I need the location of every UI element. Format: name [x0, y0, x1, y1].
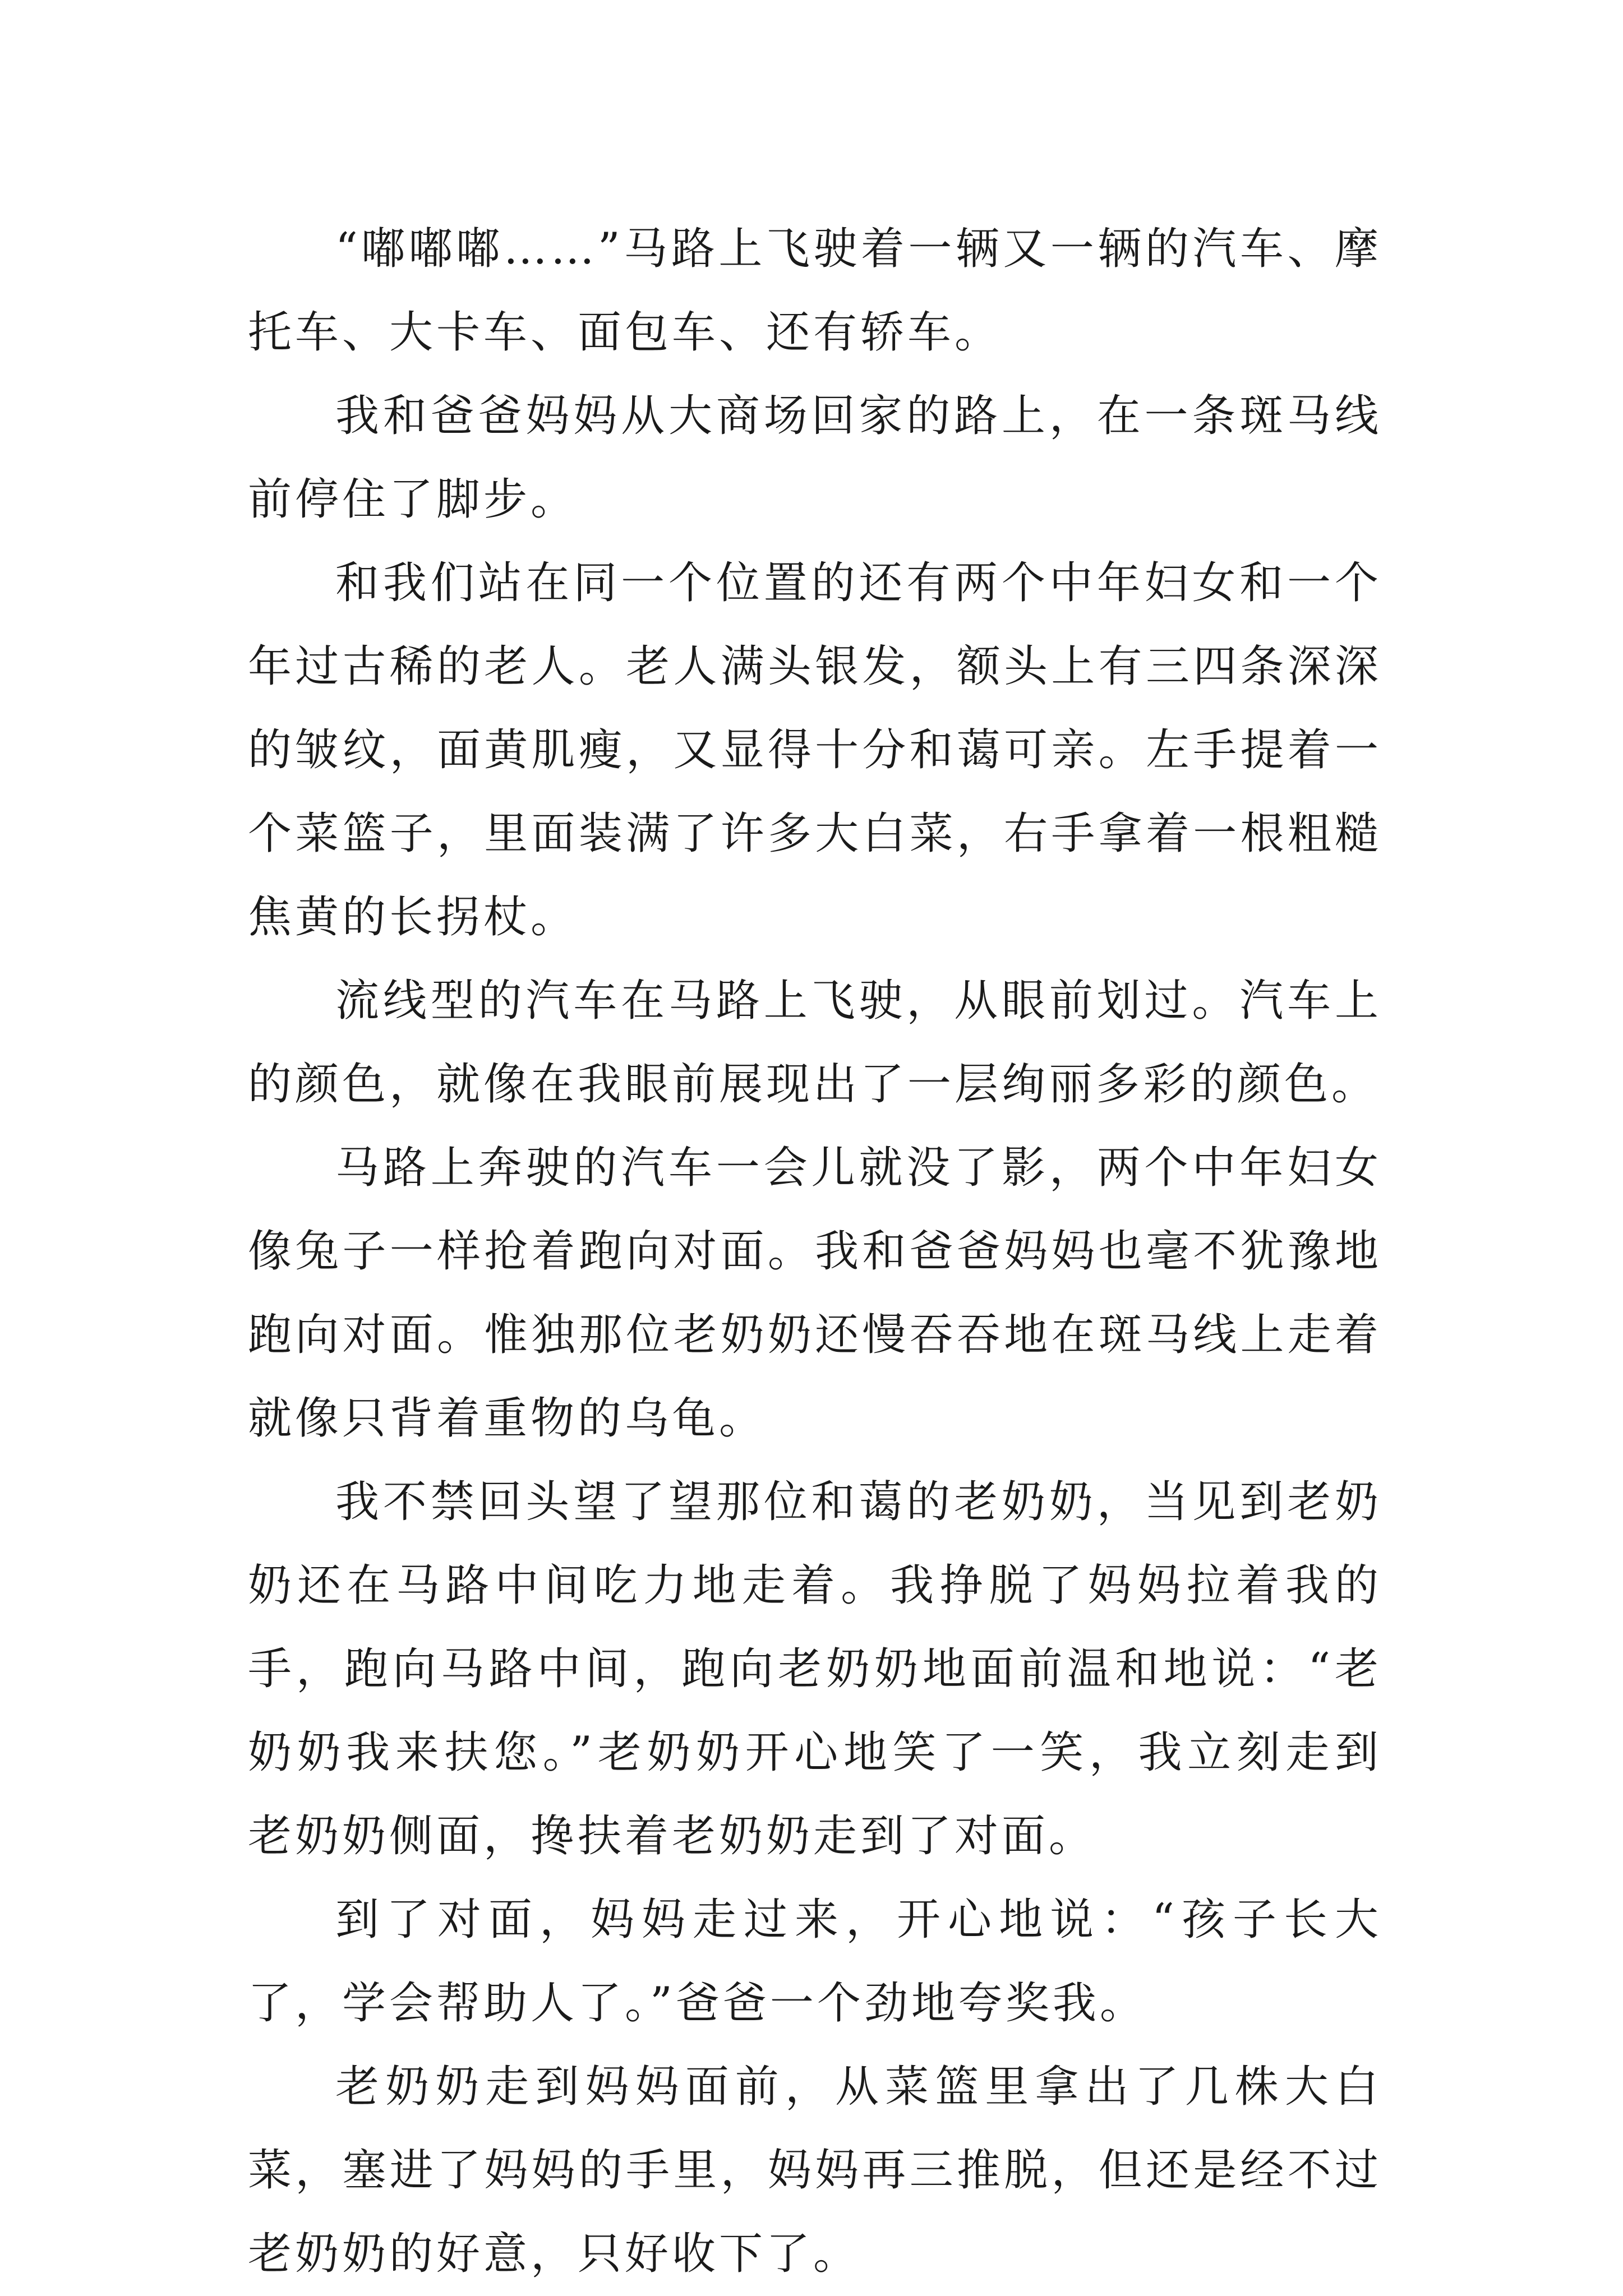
- essay-body: [248, 207, 1382, 2296]
- paragraph-8: 老奶奶走到妈妈面前，从菜篮里拿出了几株大白菜，塞进了妈妈的手里，妈妈再三推脱，但还是经不过老奶奶的好意，只好收下了。: [248, 2062, 1382, 2279]
- paragraph-3: 和我们站在同一个位置的还有两个中年妇女和一个年过古稀的老人。老人满头银发，额头上有三四条深深的皱纹，面黄肌瘦，又显得十分和蔼可亲。左手提着一个菜篮子，里面装满了许多大白菜，右手拿着一根粗糙焦黄的长拐杖。: [248, 558, 1382, 943]
- paragraph-2: 我和爸爸妈妈从大商场回家的路上，在一条斑马线前停住了脚步。: [248, 391, 1382, 525]
- paragraph-5: 马路上奔驶的汽车一会儿就没了影，两个中年妇女像兔子一样抢着跑向对面。我和爸爸妈妈也毫不犹豫地跑向对面。惟独那位老奶奶还慢吞吞地在斑马线上走着就像只背着重物的乌龟。: [248, 1143, 1382, 1444]
- paragraph-1: “嘟嘟嘟……”马路上飞驶着一辆又一辆的汽车、摩托车、大卡车、面包车、还有轿车。: [248, 224, 1382, 358]
- paragraph-6: 我不禁回头望了望那位和蔼的老奶奶，当见到老奶奶还在马路中间吃力地走着。我挣脱了妈妈拉着我的手，跑向马路中间，跑向老奶奶地面前温和地说：“老奶奶我来扶您。”老奶奶开心地笑了一笑，我立刻走到老奶奶侧面，搀扶着老奶奶走到了对面。: [248, 1477, 1382, 1861]
- paragraph-7: 到了对面，妈妈走过来，开心地说：“孩子长大了，学会帮助人了。”爸爸一个劲地夸奖我。: [248, 1895, 1382, 2029]
- paragraph-4: 流线型的汽车在马路上飞驶，从眼前划过。汽车上的颜色，就像在我眼前展现出了一层绚丽多彩的颜色。: [248, 976, 1382, 1110]
